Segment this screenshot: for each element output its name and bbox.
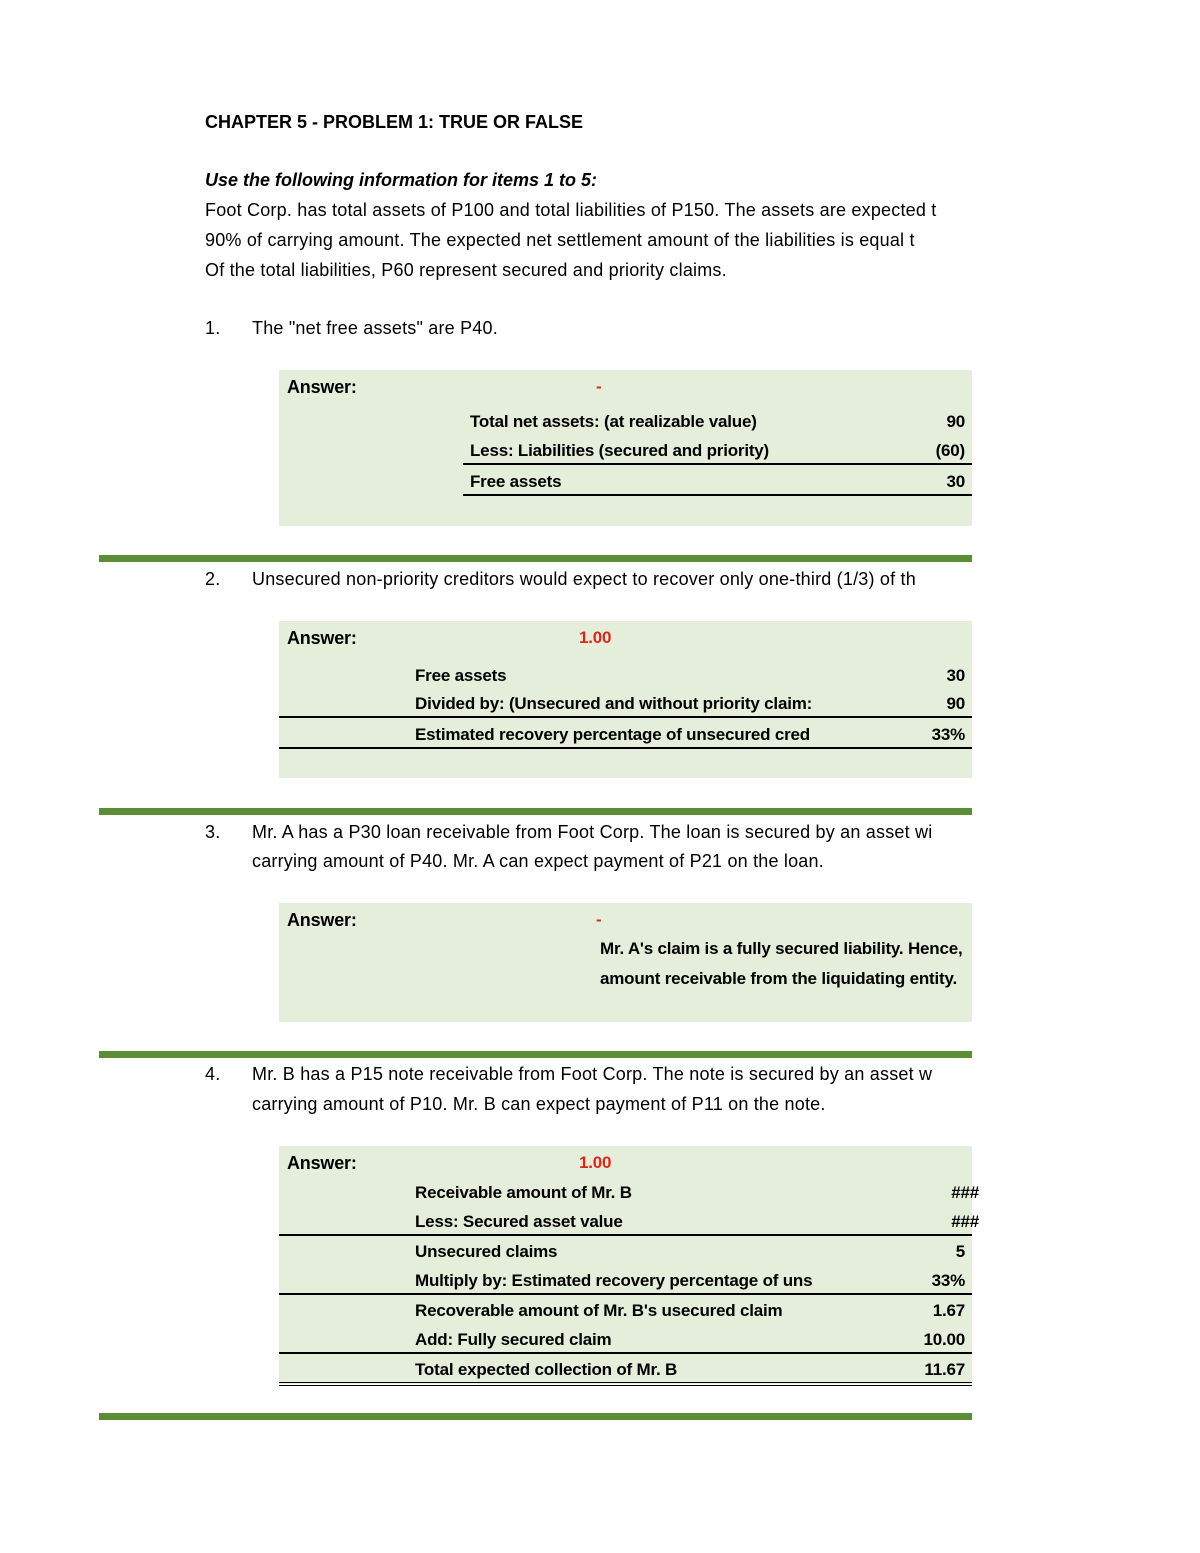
info-line: Of the total liabilities, P60 represent secured and priority claims.: [205, 260, 727, 280]
answer-value: 1.00: [579, 1153, 612, 1172]
answer-label: Answer:: [287, 628, 357, 648]
underline: [279, 1352, 972, 1354]
answer-value: -: [596, 377, 602, 396]
item-statement: Mr. B has a P15 note receivable from Foot Corp. The note is secured by an asset w: [252, 1064, 933, 1084]
answer-box: [279, 1146, 979, 1384]
item-statement: carrying amount of P10. Mr. B can expect payment of P11 on the note.: [252, 1094, 826, 1114]
computation-label: Divided by: (Unsecured and without priority claim:: [415, 694, 813, 713]
computation-value: 10.00: [923, 1330, 965, 1349]
computation-value: 30: [946, 666, 965, 685]
computation-label: Free assets: [415, 666, 507, 685]
item-number: 4.: [205, 1064, 221, 1084]
section-divider: [99, 555, 972, 562]
info-line: Foot Corp. has total assets of P100 and total liabilities of P150. The assets are expected t: [205, 200, 937, 220]
underline: [463, 494, 972, 496]
underline: [279, 747, 972, 749]
item-statement: Unsecured non-priority creditors would expect to recover only one-third (1/3) of th: [252, 569, 916, 589]
answer-label: Answer:: [287, 377, 357, 397]
computation-label: Multiply by: Estimated recovery percentage of uns: [415, 1271, 813, 1290]
answer-box: [279, 903, 972, 1022]
computation-label: Estimated recovery percentage of unsecured cred: [415, 725, 810, 744]
double-underline: [279, 1382, 972, 1383]
item-number: 2.: [205, 569, 221, 589]
computation-label: Add: Fully secured claim: [415, 1330, 612, 1349]
computation-value: ###: [951, 1212, 979, 1231]
answer-value: -: [596, 910, 602, 929]
computation-label: Free assets: [470, 472, 562, 491]
computation-value: 33%: [931, 1271, 965, 1290]
computation-label: Less: Secured asset value: [415, 1212, 623, 1231]
info-line: 90% of carrying amount. The expected net settlement amount of the liabilities is equal t: [205, 230, 915, 250]
double-underline: [279, 1385, 972, 1386]
computation-label: Less: Liabilities (secured and priority): [470, 441, 770, 460]
computation-value: ###: [951, 1183, 979, 1202]
answer-box: [279, 370, 972, 526]
computation-value: 30: [946, 472, 965, 491]
underline: [279, 716, 972, 718]
computation-value: 90: [946, 412, 965, 431]
page-title: CHAPTER 5 - PROBLEM 1: TRUE OR FALSE: [205, 112, 584, 132]
instruction-text: Use the following information for items 1 to 5:: [205, 170, 598, 190]
section-divider: [99, 1413, 972, 1420]
computation-label: Total net assets: (at realizable value): [470, 412, 757, 431]
answer-label: Answer:: [287, 1153, 357, 1173]
computation-value: (60): [935, 441, 965, 460]
computation-label: Total expected collection of Mr. B: [415, 1360, 678, 1379]
item-statement: Mr. A has a P30 loan receivable from Foot Corp. The loan is secured by an asset wi: [252, 822, 933, 842]
item-statement: The "net free assets" are P40.: [252, 318, 498, 338]
item-statement: carrying amount of P40. Mr. A can expect payment of P21 on the loan.: [252, 851, 824, 871]
computation-label: Receivable amount of Mr. B: [415, 1183, 632, 1202]
underline: [279, 1293, 972, 1295]
answer-value: 1.00: [579, 628, 612, 647]
underline: [279, 1234, 972, 1236]
computation-value: 33%: [931, 725, 965, 744]
item-number: 3.: [205, 822, 221, 842]
answer-note: Mr. A's claim is a fully secured liability. Hence,: [600, 939, 963, 958]
section-divider: [99, 808, 972, 815]
computation-value: 90: [946, 694, 965, 713]
underline: [463, 463, 972, 465]
computation-label: Unsecured claims: [415, 1242, 558, 1261]
computation-label: Recoverable amount of Mr. B's usecured claim: [415, 1301, 783, 1320]
answer-label: Answer:: [287, 910, 357, 930]
computation-value: 5: [955, 1242, 965, 1261]
item-number: 1.: [205, 318, 221, 338]
answer-box: [279, 621, 972, 778]
answer-note: amount receivable from the liquidating entity.: [600, 969, 957, 988]
computation-value: 1.67: [932, 1301, 965, 1320]
computation-value: 11.67: [924, 1360, 965, 1379]
section-divider: [99, 1051, 972, 1058]
